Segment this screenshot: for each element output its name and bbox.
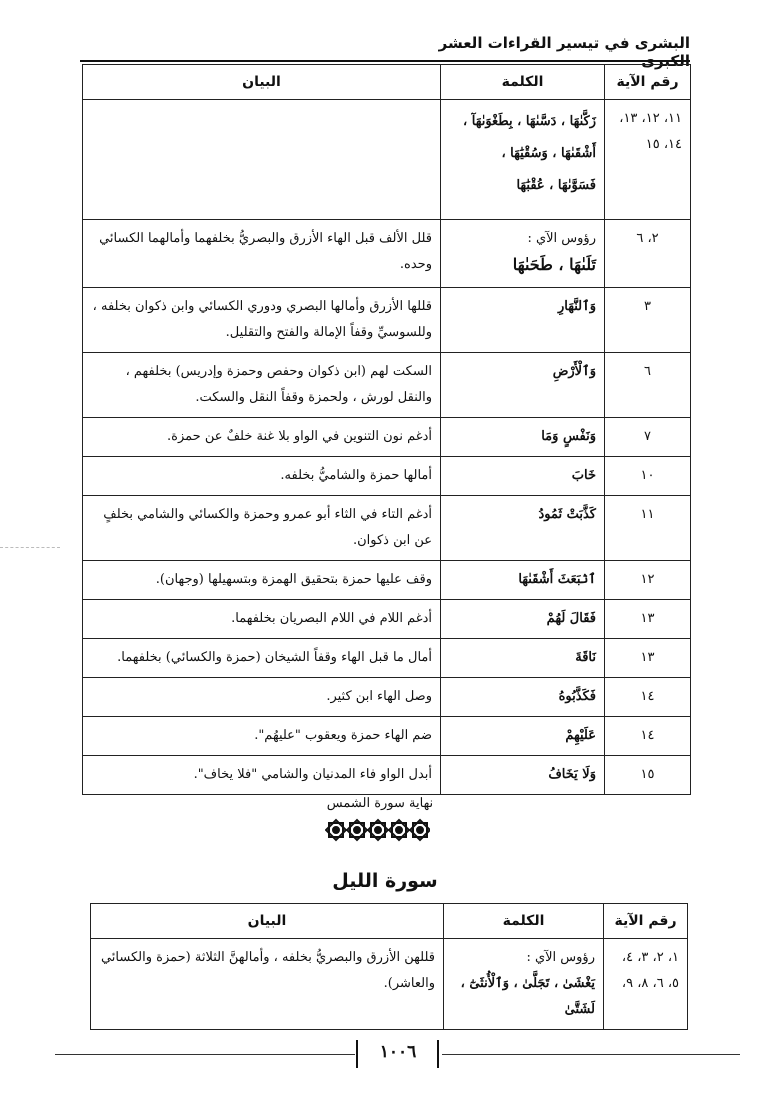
word-cell: وَٱلْأَرْضِ	[441, 353, 605, 418]
ayah-line: ١، ٢، ٣، ٤،	[621, 950, 679, 965]
ayah-number: ٦	[605, 353, 691, 418]
table-row	[83, 457, 691, 496]
ayah-number: ١٤	[605, 678, 691, 717]
star-icon	[368, 820, 388, 840]
table-row	[83, 418, 691, 457]
ayah-number: ١٣	[605, 600, 691, 639]
word-line: فَسَوَّىٰهَا ، عُقْبَٰهَا	[516, 178, 596, 193]
table-row	[83, 220, 691, 288]
star-ornament	[325, 818, 430, 842]
explanation-cell: أدغم اللام في اللام البصريان بخلفهما.	[83, 600, 441, 639]
word-cell: كَذَّبَتْ ثَمُودُ	[441, 496, 605, 561]
header-word: الكلمة	[441, 65, 605, 100]
page-number: ١٠٠٦	[379, 1042, 417, 1062]
surah-lail-table	[90, 903, 688, 1030]
explanation-cell: أمال ما قبل الهاء وقفاً الشيخان (حمزة والكسائي) بخلفهما.	[83, 639, 441, 678]
table-row	[83, 561, 691, 600]
surah-end-note: نهاية سورة الشمس	[326, 796, 434, 811]
star-icon	[410, 820, 430, 840]
table-row	[91, 939, 688, 1030]
explanation-cell: ضم الهاء حمزة ويعقوب "عليهُم".	[83, 717, 441, 756]
running-header-title: البشرى في تيسير القراءات العشر الكبرى	[438, 34, 690, 70]
explanation-cell: أمالها حمزة والشاميُّ بخلفه.	[83, 457, 441, 496]
explanation-cell: أدغم نون التنوين في الواو بلا غنة خلفٌ عن حمزة.	[83, 418, 441, 457]
recitations-table	[82, 64, 691, 795]
explanation-cell: السكت لهم (ابن ذكوان وحفص وحمزة وإدريس) بخلفهم ، والنقل لورش ، ولحمزة وقفاً النقل والسكت.	[83, 353, 441, 418]
footer-bar-right	[437, 1040, 439, 1068]
explanation-cell: وصل الهاء ابن كثير.	[83, 678, 441, 717]
word-line: أَشْقَىٰهَا ، وَسُقْيَٰهَا ،	[501, 146, 596, 161]
word-cell: وَلَا يَخَافُ	[441, 756, 605, 795]
word-cell	[441, 220, 605, 288]
ayah-number: ١٠	[605, 457, 691, 496]
footer-rule-left	[55, 1054, 355, 1055]
word-label: رؤوس الآي :	[526, 950, 595, 965]
table-row	[83, 717, 691, 756]
explanation-cell: أبدل الواو فاء المدنيان والشامي "فلا يخاف".	[83, 756, 441, 795]
explanation-cell	[83, 100, 441, 220]
word-cell: وَٱلنَّهَارِ	[441, 288, 605, 353]
star-icon	[389, 820, 409, 840]
word-label: رؤوس الآي :	[527, 231, 596, 246]
ayah-number: ١٤	[605, 717, 691, 756]
header-word: الكلمة	[444, 904, 604, 939]
table-header-row	[83, 65, 691, 100]
surah-title: سورة الليل	[332, 870, 438, 892]
table-row	[83, 100, 691, 220]
ayah-number: ٢، ٦	[605, 220, 691, 288]
ayah-number: ٣	[605, 288, 691, 353]
explanation-cell: أدغم التاء في الثاء أبو عمرو وحمزة والكسائي والشامي بخلفٍ عن ابن ذكوان.	[83, 496, 441, 561]
margin-mark	[0, 547, 60, 548]
word-cell	[441, 100, 605, 220]
ayah-number: ١٥	[605, 756, 691, 795]
header-ayah: رقم الآية	[605, 65, 691, 100]
star-icon	[347, 820, 367, 840]
word-cell: ٱنۢبَعَثَ أَشْقَىٰهَا	[441, 561, 605, 600]
ayah-number: ١٣	[605, 639, 691, 678]
table-header-row	[91, 904, 688, 939]
ayah-number: ١١	[605, 496, 691, 561]
star-icon	[326, 820, 346, 840]
table-row	[83, 496, 691, 561]
footer-rule-right	[442, 1054, 740, 1055]
header-ayah: رقم الآية	[604, 904, 688, 939]
ayah-number: ١١، ١٢، ١٣، ١٤، ١٥	[605, 100, 691, 220]
table-row	[83, 288, 691, 353]
word-cell	[444, 939, 604, 1030]
ayah-number: ١٢	[605, 561, 691, 600]
word-line: يَغْشَىٰ ، تَجَلَّىٰ ، وَٱلْأُنثَىٰٓ ، لَشَتَّىٰ	[460, 976, 595, 1017]
ayah-line: ٥، ٦، ٨، ٩،	[621, 976, 679, 991]
word-cell: وَنَفْسٍ وَمَا	[441, 418, 605, 457]
word-cell: فَقَالَ لَهُمْ	[441, 600, 605, 639]
word-line: تَلَىٰهَا ، طَحَىٰهَا	[512, 255, 596, 274]
table-row	[83, 353, 691, 418]
footer-bar-left	[356, 1040, 358, 1068]
word-cell: عَلَيْهِمْ	[441, 717, 605, 756]
ayah-number: ٧	[605, 418, 691, 457]
table-row	[83, 600, 691, 639]
header-explanation: البيان	[91, 904, 444, 939]
explanation-cell: قللهن الأزرق والبصريُّ بخلفه ، وأمالهنَّ الثلاثة (حمزة والكسائي والعاشر).	[91, 939, 444, 1030]
header-explanation: البيان	[83, 65, 441, 100]
explanation-cell: وقف عليها حمزة بتحقيق الهمزة وبتسهيلها (وجهان).	[83, 561, 441, 600]
word-cell: فَكَذَّبُوهُ	[441, 678, 605, 717]
word-cell: خَابَ	[441, 457, 605, 496]
word-line: زَكَّىٰهَا ، دَسَّىٰهَا ، بِطَغْوَىٰهَآ ،	[463, 114, 596, 129]
word-cell: نَاقَةَ	[441, 639, 605, 678]
table-row	[83, 639, 691, 678]
ayah-number	[604, 939, 688, 1030]
header-rule	[80, 60, 690, 62]
explanation-cell: قللها الأزرق وأمالها البصري ودوري الكسائي وابن ذكوان بخلفه ، وللسوسيِّ وقفاً الإمالة والفتح والتقليل.	[83, 288, 441, 353]
table-row	[83, 756, 691, 795]
explanation-cell: قلل الألف قبل الهاء الأزرق والبصريُّ بخلفهما وأمالهما الكسائي وحده.	[83, 220, 441, 288]
table-row	[83, 678, 691, 717]
